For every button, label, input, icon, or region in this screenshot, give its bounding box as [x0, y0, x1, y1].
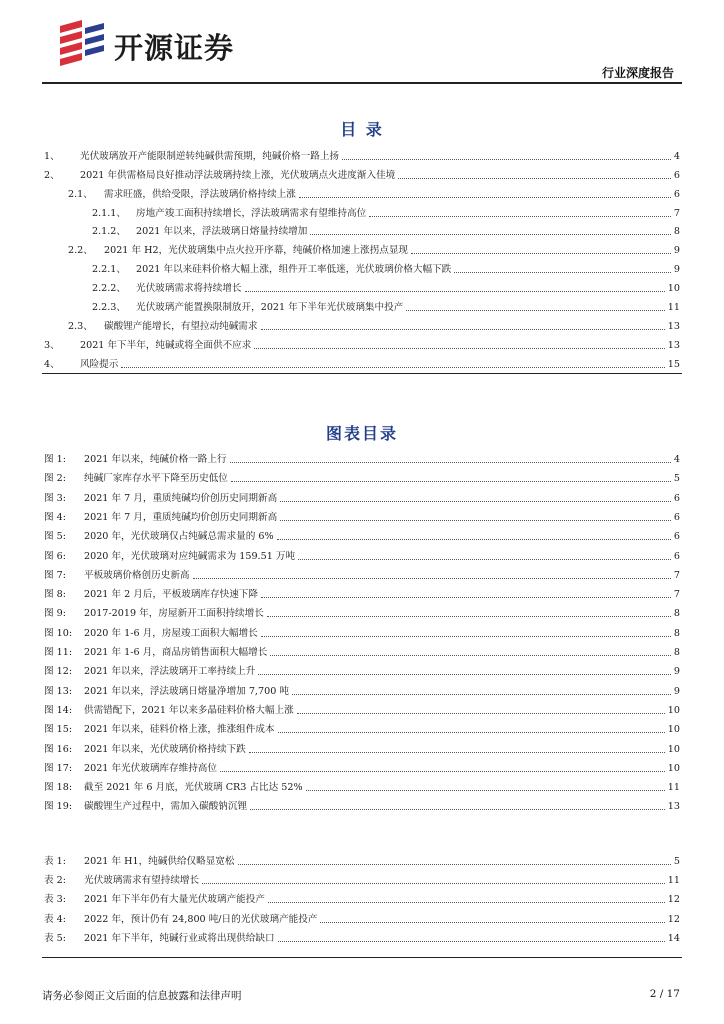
toc-entry[interactable]: [44, 683, 680, 699]
toc-entry-page: 6: [673, 550, 680, 562]
toc-entry-label: 风险提示: [80, 359, 119, 370]
toc-entry-label: 2021 年 H1，纯碱供给仅略显宽松: [84, 856, 235, 867]
dot-leader: [267, 616, 671, 617]
page-indicator: 2 / 17: [649, 988, 680, 1000]
toc-entry-page: 5: [673, 856, 680, 867]
dot-leader: [406, 310, 664, 311]
toc-entry-page: 10: [667, 724, 680, 736]
toc-entry-number: 4、: [44, 359, 60, 370]
toc-entry-label: 碳酸锂产能增长，有望拉动纯碱需求: [104, 321, 258, 332]
toc-entry[interactable]: [44, 702, 680, 718]
dot-leader: [250, 809, 665, 810]
footer-divider: [42, 957, 682, 958]
toc-entry-number: 图 4:: [44, 511, 66, 523]
toc-entry-number: 图 2:: [44, 473, 66, 485]
dot-leader: [310, 234, 671, 235]
toc-entry-label: 截至 2021 年 6 月底，光伏玻璃 CR3 占比达 52%: [84, 782, 303, 794]
toc-entry-label: 供需错配下，2021 年以来多晶硅料价格大幅上涨: [84, 704, 294, 716]
toc-entry[interactable]: [44, 798, 680, 814]
toc-entry-page: 4: [673, 151, 680, 162]
toc-entry-label: 2020 年 1-6 月，房屋竣工面积大幅增长: [84, 627, 258, 639]
report-type: 行业深度报告: [601, 66, 674, 80]
dot-leader: [398, 178, 671, 179]
toc-entry-page: 5: [673, 473, 680, 485]
toc-entry-number: 2.1、: [68, 189, 93, 200]
toc-entry[interactable]: [44, 490, 680, 506]
logo-icon: [52, 18, 110, 68]
dot-leader: [245, 291, 665, 292]
toc-entry-number: 图 16:: [44, 743, 73, 755]
toc-entry-number: 图 1:: [44, 454, 66, 465]
toc-entry[interactable]: [44, 356, 680, 372]
toc-entry-number: 2.1.2、: [92, 226, 127, 237]
toc-entry-number: 2、: [44, 170, 60, 181]
toc-entry-label: 纯碱厂家库存水平下降至历史低位: [84, 473, 228, 485]
dot-leader: [193, 578, 671, 579]
toc-entry[interactable]: [44, 586, 680, 602]
toc-entry[interactable]: [44, 891, 680, 907]
toc-entry-page: 4: [673, 454, 680, 465]
toc-entry-number: 图 14:: [44, 704, 73, 716]
dot-leader: [220, 771, 665, 772]
dot-leader: [277, 539, 671, 540]
toc-entry-number: 2.2.2、: [92, 283, 127, 294]
dot-leader: [202, 883, 665, 884]
toc-entry-page: 11: [667, 782, 680, 794]
toc-entry-number: 图 3:: [44, 492, 66, 504]
toc-entry[interactable]: [44, 548, 680, 564]
dot-leader: [342, 159, 671, 160]
logo: [52, 18, 282, 70]
toc-entry-label: 2022 年，预计仍有 24,800 吨/日的光伏玻璃产能投产: [84, 913, 318, 925]
toc-entry[interactable]: [44, 872, 680, 888]
toc-entry[interactable]: [44, 930, 680, 946]
dot-leader: [454, 272, 671, 273]
dot-leader: [254, 348, 664, 349]
toc-entry-number: 图 5:: [44, 531, 66, 543]
toc-entry-number: 2.2.1、: [92, 264, 127, 275]
dot-leader: [369, 216, 671, 217]
toc-entry-number: 表 1:: [44, 856, 66, 867]
toc-entry[interactable]: [44, 509, 680, 525]
dot-leader: [278, 732, 665, 733]
toc-entry[interactable]: [68, 318, 680, 334]
toc-entry-label: 2021 年供需格局良好推动浮法玻璃持续上涨，光伏玻璃点火进度渐入佳境: [80, 170, 396, 181]
toc-entry-page: 10: [667, 704, 680, 716]
toc-entry[interactable]: [92, 280, 680, 296]
toc-entry[interactable]: [44, 167, 680, 183]
toc-entry-page: 14: [667, 932, 680, 944]
toc-entry[interactable]: [44, 148, 680, 164]
toc-entry[interactable]: [44, 451, 680, 467]
toc-entry-number: 图 18:: [44, 782, 73, 794]
toc-entry-page: 8: [673, 608, 680, 620]
header-divider: [42, 82, 682, 84]
toc-entry-label: 光伏玻璃放开产能限制逆转纯碱供需预期，纯碱价格一路上扬: [80, 151, 340, 162]
toc-entry-page: 11: [667, 302, 680, 313]
toc-entry-page: 9: [673, 245, 680, 256]
toc-entry-page: 13: [667, 340, 680, 351]
toc-entry-page: 6: [673, 511, 680, 523]
dot-leader: [270, 655, 671, 656]
toc-entry[interactable]: [44, 644, 680, 660]
toc-entry-label: 光伏玻璃需求有望持续增长: [84, 875, 200, 887]
toc-entry-number: 图 7:: [44, 569, 66, 581]
toc-entry-page: 10: [667, 283, 680, 294]
dot-leader: [261, 597, 671, 598]
toc-entry[interactable]: [92, 205, 680, 221]
toc-entry-page: 10: [667, 743, 680, 755]
toc-entry-page: 10: [667, 762, 680, 774]
toc-entry-page: 12: [667, 894, 680, 906]
toc-entry[interactable]: [44, 741, 680, 757]
toc-entry-number: 图 13:: [44, 685, 73, 697]
toc-entry-number: 表 2:: [44, 875, 66, 887]
toc-entry-label: 2017-2019 年，房屋新开工面积持续增长: [84, 608, 264, 620]
toc-entry-label: 2021 年以来，浮法玻璃开工率持续上升: [84, 666, 256, 678]
toc-entry-number: 图 8:: [44, 589, 66, 601]
dot-leader: [261, 636, 671, 637]
toc-entry-page: 13: [667, 321, 680, 332]
toc-entry-label: 2021 年 7 月，重质纯碱均价创历史同期新高: [84, 492, 278, 504]
toc-entry-page: 8: [673, 647, 680, 658]
toc-entry-label: 光伏玻璃产能置换限制放开，2021 年下半年光伏玻璃集中投产: [136, 302, 404, 313]
toc-entry-page: 9: [673, 685, 680, 697]
toc-entry[interactable]: [68, 242, 680, 258]
dot-leader: [121, 367, 664, 368]
figures-title: 图表目录: [325, 424, 398, 443]
toc-entry[interactable]: [44, 528, 680, 544]
dot-leader: [292, 694, 671, 695]
footer-disclaimer: 请务必参阅正文后面的信息披露和法律声明: [42, 990, 242, 1002]
toc-entry[interactable]: [44, 470, 680, 486]
toc-entry-page: 7: [673, 569, 680, 581]
toc-entry-label: 2021 年下半年，纯碱行业或将出现供给缺口: [84, 932, 275, 944]
toc-entry-page: 6: [673, 531, 680, 543]
toc-entry-label: 需求旺盛，供给受限，浮法玻璃价格持续上涨: [104, 189, 296, 200]
toc-entry-page: 8: [673, 226, 680, 237]
toc-entry-label: 平板玻璃价格创历史新高: [84, 569, 190, 581]
toc-entry-label: 2021 年 1-6 月，商品房销售面积大幅增长: [84, 647, 268, 658]
logo-text: 开源证券: [114, 31, 235, 65]
toc-entry-number: 图 6:: [44, 550, 66, 562]
toc-entry-page: 15: [667, 359, 680, 370]
toc-entry-label: 2021 年 7 月，重质纯碱均价创历史同期新高: [84, 511, 278, 523]
toc-entry-number: 表 5:: [44, 932, 66, 944]
toc-entry-number: 2.2、: [68, 245, 93, 256]
toc-entry-page: 7: [673, 589, 680, 601]
dot-leader: [249, 752, 665, 753]
dot-leader: [320, 922, 664, 923]
toc-entry-label: 碳酸锂生产过程中，需加入碳酸钠沉锂: [84, 801, 248, 813]
toc-entry-label: 2021 年下半年仍有大量光伏玻璃产能投产: [84, 894, 265, 906]
toc-entry[interactable]: [44, 663, 680, 679]
toc-entry-label: 2020 年，光伏玻璃对应纯碱需求为 159.51 万吨: [84, 550, 296, 562]
toc-entry-number: 图 12:: [44, 666, 73, 678]
dot-leader: [299, 197, 671, 198]
toc-entry-number: 2.1.1、: [92, 208, 127, 219]
toc-entry-number: 图 17:: [44, 762, 73, 774]
toc-entry-number: 图 11:: [44, 647, 73, 658]
toc-entry-page: 9: [673, 666, 680, 678]
dot-leader: [230, 462, 671, 463]
toc-entry-page: 9: [673, 264, 680, 275]
toc-entry-page: 6: [673, 189, 680, 200]
toc-entry-label: 2021 年光伏玻璃库存维持高位: [84, 762, 217, 774]
toc-title: 目 录: [340, 120, 384, 139]
dot-leader: [238, 864, 671, 865]
toc-entry[interactable]: [44, 779, 680, 795]
toc-entry[interactable]: [44, 337, 680, 353]
toc-entry-label: 2020 年，光伏玻璃仅占纯碱总需求量的 6%: [84, 531, 274, 543]
toc-entry-number: 2.3、: [68, 321, 93, 332]
toc-entry-page: 13: [667, 801, 680, 813]
toc-entry-page: 6: [673, 170, 680, 181]
toc-entry[interactable]: [92, 299, 680, 315]
toc-entry[interactable]: [92, 261, 680, 277]
toc-entry[interactable]: [44, 760, 680, 776]
toc-entry-label: 2021 年下半年，纯碱或将全面供不应求: [80, 340, 252, 351]
toc-entry-label: 2021 年以来，硅料价格上涨，推涨组件成本: [84, 724, 275, 736]
toc-entry[interactable]: [44, 911, 680, 927]
dot-leader: [280, 520, 671, 521]
toc-entry-number: 2.2.3、: [92, 302, 127, 313]
toc-entry-number: 图 15:: [44, 724, 73, 736]
dot-leader: [306, 790, 665, 791]
dot-leader: [261, 329, 665, 330]
toc-entry-page: 6: [673, 492, 680, 504]
toc-entry[interactable]: [44, 567, 680, 583]
dot-leader: [280, 501, 671, 502]
toc-entry-label: 2021 年 H2，光伏玻璃集中点火拉开序幕，纯碱价格加速上涨拐点显现: [104, 245, 409, 256]
toc-entry-page: 12: [667, 913, 680, 925]
toc-entry-number: 3、: [44, 340, 60, 351]
toc-entry-number: 图 9:: [44, 608, 66, 620]
toc-entry[interactable]: [44, 605, 680, 621]
toc-entry-label: 2021 年以来，光伏玻璃价格持续下跌: [84, 743, 246, 755]
dot-leader: [268, 902, 665, 903]
dot-leader: [231, 481, 671, 482]
dot-leader: [278, 941, 665, 942]
dot-leader: [298, 559, 671, 560]
toc-entry-page: 8: [673, 627, 680, 639]
toc-entry[interactable]: [92, 223, 680, 239]
toc-entry-label: 2021 年以来，浮法玻璃日熔量净增加 7,700 吨: [84, 685, 289, 697]
toc-entry-label: 2021 年以来，纯碱价格一路上行: [84, 454, 227, 465]
toc-entry-label: 2021 年以来硅料价格大幅上涨，组件开工率低迷，光伏玻璃价格大幅下跌: [136, 264, 452, 275]
toc-entry[interactable]: [44, 721, 680, 737]
toc-entry-page: 7: [673, 208, 680, 219]
toc-divider: [42, 373, 682, 374]
toc-entry-number: 表 3:: [44, 894, 66, 906]
toc-entry-label: 2021 年 2 月后，平板玻璃库存快速下降: [84, 589, 258, 601]
dot-leader: [297, 713, 665, 714]
toc-entry[interactable]: [68, 186, 680, 202]
toc-entry[interactable]: [44, 625, 680, 641]
dot-leader: [258, 674, 671, 675]
toc-entry-number: 图 19:: [44, 801, 73, 813]
toc-entry-number: 图 10:: [44, 627, 73, 639]
toc-entry-number: 表 4:: [44, 913, 66, 925]
toc-entry[interactable]: [44, 853, 680, 869]
toc-entry-label: 光伏玻璃需求将持续增长: [136, 283, 242, 294]
toc-entry-label: 2021 年以来，浮法玻璃日熔量持续增加: [136, 226, 308, 237]
toc-entry-label: 房地产竣工面积持续增长，浮法玻璃需求有望维持高位: [136, 208, 367, 219]
toc-entry-page: 11: [667, 875, 680, 887]
dot-leader: [411, 253, 671, 254]
toc-entry-number: 1、: [44, 151, 60, 162]
